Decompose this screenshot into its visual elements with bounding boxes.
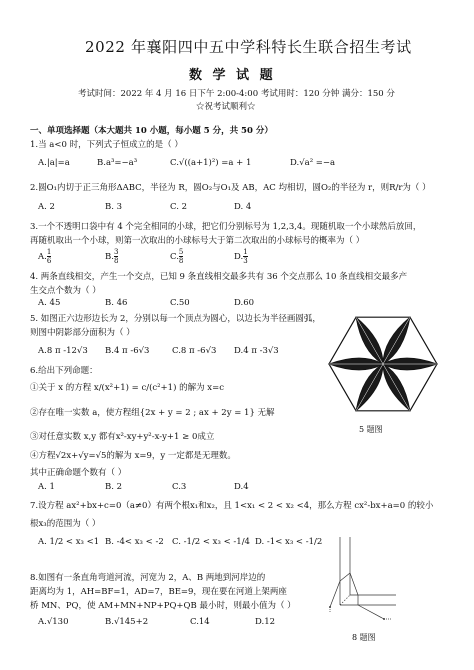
q3-option-c-label: C. [170, 252, 179, 262]
question-3-line1: 3.一个不透明口袋中有 4 个完全相同的小球，把它们分别标号为 1,2,3,4。现随机取一个小球然后放回， [30, 222, 422, 232]
q3-b-num: 3 [113, 248, 119, 256]
question-5-line1: 5. 如图正六边形边长为 2，分别以每一个顶点为圆心，以边长为半径画圆弧， [30, 314, 321, 324]
q3-option-a [38, 248, 51, 265]
q8-option-b: B.√145+2 [105, 617, 149, 627]
q5-option-d: D.4 π -3√3 [234, 346, 279, 356]
q6-statement-1: ①关于 x 的方程 x/(x²+1) = c/(c²+1) 的解为 x=c [30, 383, 224, 393]
figure-8-river-diagram [322, 535, 402, 630]
q4-option-b: B. 46 [105, 298, 128, 308]
q8-option-a: A.√130 [38, 617, 69, 627]
question-8-line1: 8.如图有一条直角弯道河流，河宽为 2，A、B 两地到河岸边的 [30, 573, 266, 583]
q7-option-a: A. 1/2 < x₃ <1 [38, 537, 100, 547]
exam-title: 2022 年襄阳四中五中学科特长生联合招生考试 [85, 38, 412, 56]
good-luck-text: ☆祝考试顺利☆ [196, 102, 256, 112]
q5-option-b: B.4 π -6√3 [105, 346, 150, 356]
q3-option-a-fraction [47, 248, 51, 265]
q1-option-d: D.√a² =−a [290, 158, 336, 168]
q6-ask: 其中正确命题个数有（ ） [30, 468, 127, 478]
q2-option-a: A. 2 [38, 202, 55, 212]
question-2-stem: 2.圆O₁内切于正三角形ΔABC，半径为 R，圆O₂与O₁及 AB，AC 均相切，圆O₂的半径为 r，则R/r为（ ） [30, 183, 431, 193]
subject-title: 数 学 试 题 [189, 68, 276, 83]
q5-option-a: A.8 π -12√3 [38, 346, 88, 356]
q3-option-b-fraction [114, 248, 118, 265]
q6-option-c: C.3 [172, 482, 187, 492]
figure-5-hexagon-flower [323, 310, 443, 418]
q3-d-den: 3 [243, 257, 248, 265]
q2-option-b: B. 3 [105, 202, 123, 212]
q8-option-d: D.12 [255, 617, 276, 627]
q3-c-num: 5 [178, 248, 184, 256]
q1-option-a: A.|a|=a [38, 158, 70, 168]
question-8-line2: 距离均为 1，AH=BF=1，AD=7，BE=9，现在要在河道上架两座 [30, 587, 287, 597]
question-1-stem: 1.当 a<0 时，下列式子恒成立的是（ ） [30, 140, 183, 150]
question-4-line2: 生交点个数为（ ） [30, 286, 101, 296]
q3-option-c-fraction [179, 248, 183, 265]
q6-option-b: B. 2 [105, 482, 123, 492]
q3-option-d [234, 248, 248, 265]
question-7-line2: 根x₃的范围为（ ） [30, 519, 101, 529]
q3-option-d-fraction [243, 248, 247, 265]
q3-c-den: 8 [178, 257, 184, 265]
q3-option-a-label: A. [38, 252, 47, 262]
q2-option-c: C. 2 [170, 202, 188, 212]
q3-d-num: 1 [243, 248, 248, 256]
question-7-line1: 7.设方程 ax²+bx+c=0（a≠0）有两个根x₁和x₂，且 1<x₁ < 2 < x₂ <4，那么方程 cx²-bx+a=0 的较小 [30, 501, 434, 511]
exam-info: 考试时间：2022 年 4 月 16 日下午 2:00-4:00 考试用时：120 分钟 满分：150 分 [78, 89, 395, 99]
q1-option-b: B.a³=−a³ [97, 158, 138, 168]
q4-option-d: D.60 [234, 298, 255, 308]
q6-statement-3: ③对任意实数 x,y 都有x²-xy+y²-x-y+1 ≥ 0成立 [30, 432, 215, 442]
q2-option-d: D. 4 [234, 202, 252, 212]
section-heading: 一、单项选择题（本大题共 10 小题，每小题 5 分，共 50 分） [30, 126, 273, 136]
q3-a-den: 6 [46, 257, 52, 265]
q6-statement-2: ②存在唯一实数 a，使方程组{2x + y = 2 ; ax + 2y = 1} 无解 [30, 408, 275, 418]
q8-option-c: C.14 [190, 617, 210, 627]
figure-5-caption: 5 题图 [359, 425, 383, 434]
figure-8-caption: 8 题图 [352, 633, 376, 642]
q5-option-c: C.8 π -6√3 [172, 346, 217, 356]
q3-option-b-label: B. [105, 252, 114, 262]
q1-option-c: C.√((a+1)²) =a + 1 [170, 158, 252, 168]
q3-a-num: 1 [46, 248, 52, 256]
q7-option-b: B. -4< x₃ < -2 [105, 537, 164, 547]
question-5-line2: 则图中阴影部分面积为（ ） [30, 328, 135, 338]
question-3-line2: 再随机取出一个小球，则第一次取出的小球标号大于第二次取出的小球标号的概率为（ ） [30, 236, 365, 246]
question-4-line1: 4. 两条直线相交，产生一个交点，已知 9 条直线相交最多共有 36 个交点那么 10 条直线相交最多产 [30, 272, 408, 282]
q3-b-den: 8 [113, 257, 119, 265]
q4-option-c: C.50 [170, 298, 190, 308]
q7-option-c: C. -1/2 < x₃ < -1/4 [172, 537, 250, 547]
q6-option-d: D.4 [234, 482, 249, 492]
q3-option-d-label: D. [234, 252, 244, 262]
q4-option-a: A. 45 [38, 298, 61, 308]
q6-option-a: A. 1 [38, 482, 55, 492]
q3-option-c [170, 248, 183, 265]
question-6-stem: 6.给出下列命题： [30, 366, 98, 376]
question-8-line3: 桥 MN、PQ，使 AM+MN+NP+PQ+QB 最小时，则最小值为（ ） [30, 601, 296, 611]
q3-option-b [105, 248, 118, 265]
q7-option-d: D. -1< x₃ < -1/2 [255, 537, 323, 547]
q6-statement-4: ④方程√2x+√y=√5的解为 x=9，y 一定都是无理数。 [30, 451, 236, 461]
